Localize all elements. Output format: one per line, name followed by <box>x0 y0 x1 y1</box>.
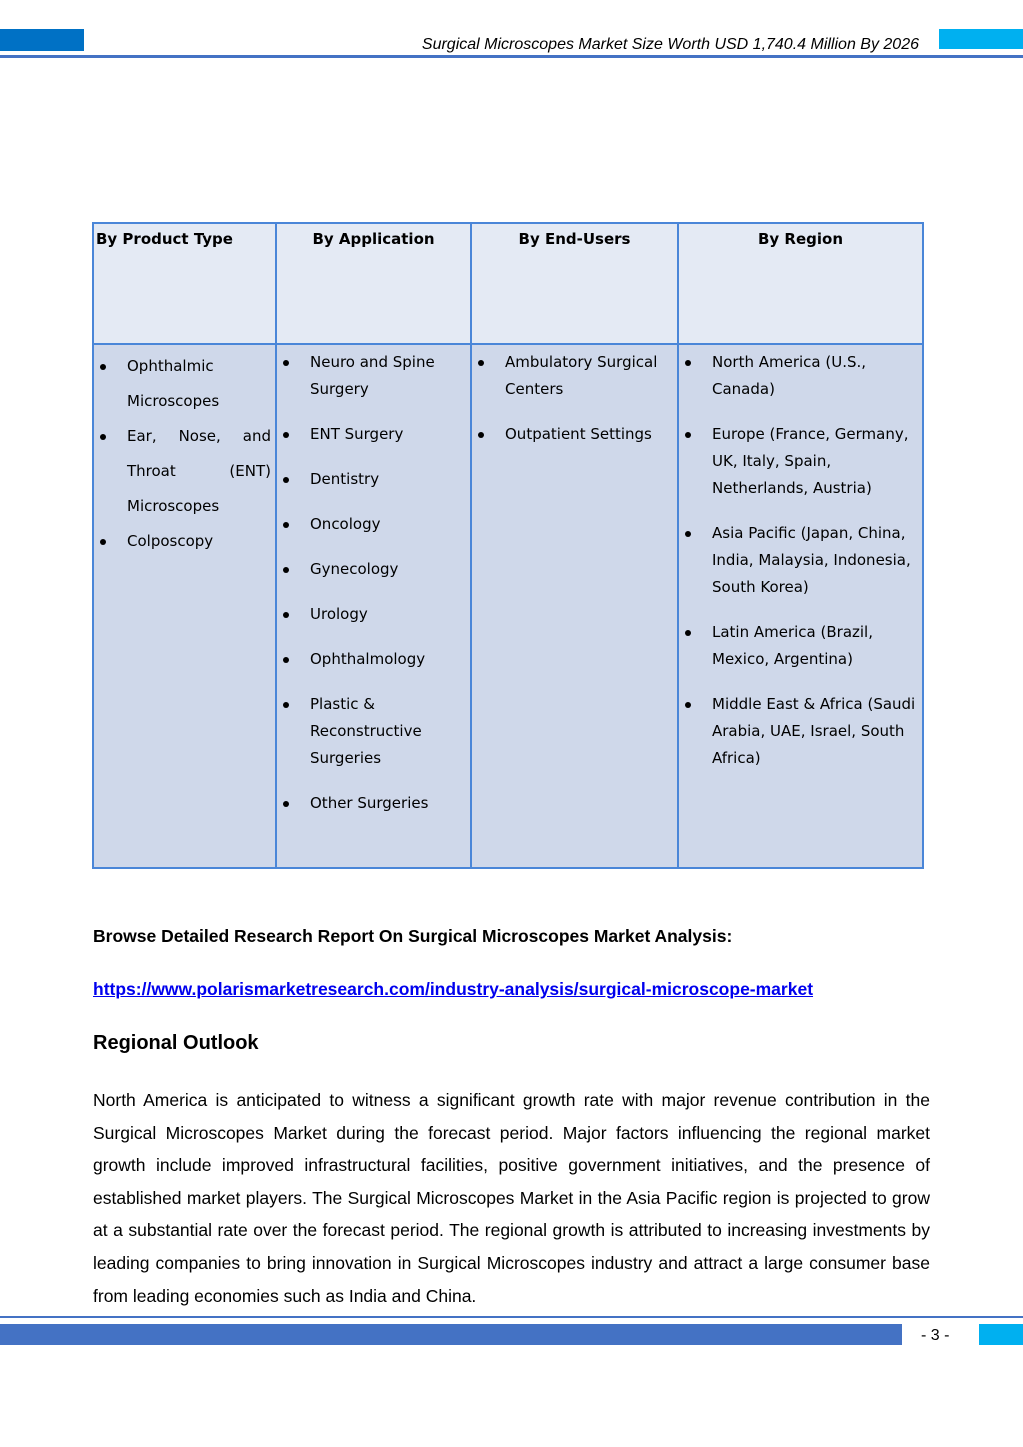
list-item: Oncology <box>277 511 470 538</box>
list-item: North America (U.S., Canada) <box>679 349 922 403</box>
list-item: Middle East & Africa (Saudi Arabia, UAE, Israel, South Africa) <box>679 691 922 772</box>
page-header-title: Surgical Microscopes Market Size Worth USD 1,740.4 Million By 2026 <box>421 36 919 53</box>
header-end-users: By End-Users <box>471 223 678 344</box>
application-list <box>277 345 470 817</box>
end-users-cell <box>471 344 678 868</box>
section-heading: Regional Outlook <box>93 1032 259 1054</box>
browse-report-label: Browse Detailed Research Report On Surgical Microscopes Market Analysis: <box>93 926 733 946</box>
list-item: Asia Pacific (Japan, China, India, Malaysia, Indonesia, South Korea) <box>679 520 922 601</box>
list-item: Ambulatory Surgical Centers <box>472 349 677 403</box>
segmentation-table <box>92 222 924 869</box>
list-item: Colposcopy <box>94 524 275 559</box>
header-product-type: By Product Type <box>93 223 276 344</box>
footer-bar <box>0 1324 902 1345</box>
list-item: Europe (France, Germany, UK, Italy, Spain, Netherlands, Austria) <box>679 421 922 502</box>
region-cell <box>678 344 923 868</box>
list-item: Ophthalmology <box>277 646 470 673</box>
header-accent-right <box>939 29 1023 49</box>
list-item: Latin America (Brazil, Mexico, Argentina) <box>679 619 922 673</box>
list-item: Plastic & Reconstructive Surgeries <box>277 691 470 772</box>
report-link[interactable]: https://www.polarismarketresearch.com/industry-analysis/surgical-microscope-market <box>93 979 814 999</box>
footer-accent <box>979 1324 1023 1345</box>
header-accent-left <box>0 29 84 51</box>
list-item: Neuro and Spine Surgery <box>277 349 470 403</box>
header-rule <box>0 55 1023 58</box>
list-item: Dentistry <box>277 466 470 493</box>
header-region: By Region <box>678 223 923 344</box>
list-item: Outpatient Settings <box>472 421 677 448</box>
list-item: ENT Surgery <box>277 421 470 448</box>
list-item: Urology <box>277 601 470 628</box>
list-item: Gynecology <box>277 556 470 583</box>
product-type-cell <box>93 344 276 868</box>
application-cell <box>276 344 471 868</box>
region-list <box>679 345 922 772</box>
table-body-row <box>93 344 923 868</box>
page-number: - 3 - <box>921 1327 950 1344</box>
list-item: Ophthalmic Microscopes <box>94 349 275 419</box>
product-type-list <box>94 345 275 559</box>
regional-outlook-paragraph: North America is anticipated to witness a significant growth rate with major revenue contribution in the Surgical Microscopes Market during the forecast period. Major factors influencing the regional market growth include improved infrastructural facilities, positive government initiatives, and the presence of established market players. The Surgical Microscopes Market in the Asia Pacific region is projected to grow at a substantial rate over the forecast period. The regional growth is attributed to increasing investments by leading companies to bring innovation in Surgical Microscopes industry and attract a large consumer base from leading economies such as India and China. <box>93 1090 930 1306</box>
end-users-list <box>472 345 677 448</box>
table-header-row <box>93 223 923 344</box>
list-item: Ear, Nose, and Throat (ENT) Microscopes <box>94 419 275 524</box>
header-application: By Application <box>276 223 471 344</box>
list-item: Other Surgeries <box>277 790 470 817</box>
footer-rule <box>0 1316 1023 1318</box>
